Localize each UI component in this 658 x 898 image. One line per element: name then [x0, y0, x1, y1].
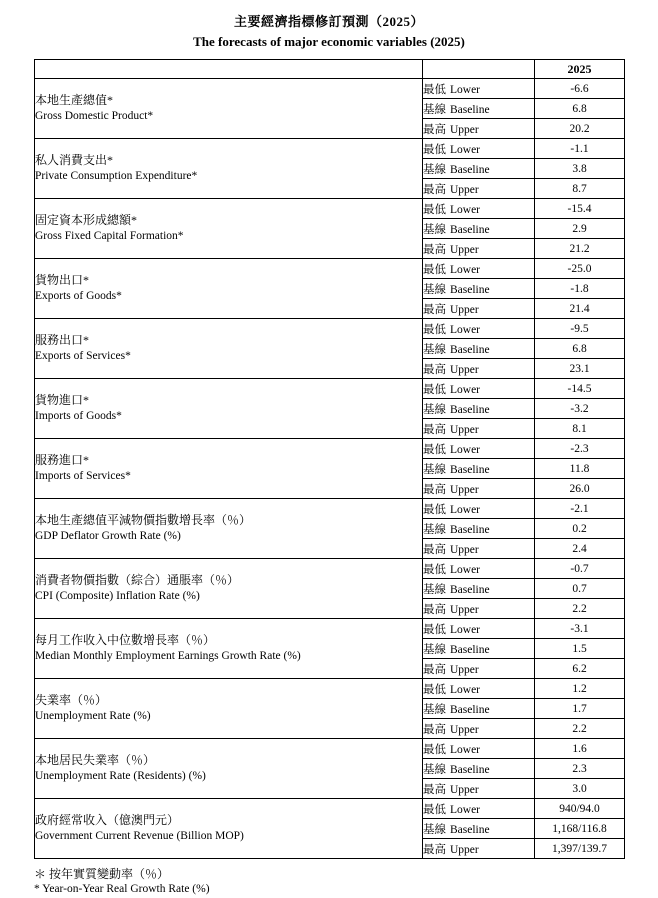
table-row [35, 139, 625, 159]
value-cell: 11.8 [535, 459, 625, 479]
scenario-label-chinese: 基線 [423, 643, 446, 656]
scenario-label-english: Upper [450, 603, 479, 616]
indicator-label-chinese: 服務出口* [35, 333, 90, 348]
value-cell: 6.8 [535, 339, 625, 359]
scenario-cell [423, 119, 535, 139]
value-cell: 8.7 [535, 179, 625, 199]
scenario-label-english: Baseline [450, 523, 490, 536]
scenario-cell [423, 779, 535, 799]
scenario-cell [423, 739, 535, 759]
scenario-label-chinese: 最高 [423, 723, 446, 736]
scenario-label-chinese: 最高 [423, 303, 446, 316]
indicator-label-chinese: 貨物出口* [35, 273, 90, 288]
scenario-label-english: Upper [450, 423, 479, 436]
indicator-label-english: Government Current Revenue (Billion MOP) [35, 829, 244, 842]
table-body [35, 79, 625, 859]
scenario-label-english: Baseline [450, 643, 490, 656]
forecast-table [34, 59, 625, 859]
indicator-label-english: Exports of Goods* [35, 289, 122, 302]
scenario-cell [423, 539, 535, 559]
scenario-cell [423, 299, 535, 319]
scenario-cell [423, 319, 535, 339]
indicator-label-english: Private Consumption Expenditure* [35, 169, 198, 182]
value-cell: -3.1 [535, 619, 625, 639]
scenario-label-english: Baseline [450, 103, 490, 116]
indicator-label-chinese: 失業率（％） [35, 693, 108, 708]
scenario-label-chinese: 基線 [423, 523, 446, 536]
scenario-label-english: Upper [450, 363, 479, 376]
value-cell: 21.4 [535, 299, 625, 319]
scenario-label-english: Baseline [450, 763, 490, 776]
table-row [35, 499, 625, 519]
indicator-label-cell [35, 379, 423, 439]
scenario-cell [423, 479, 535, 499]
scenario-cell [423, 99, 535, 119]
header-label-blank [35, 60, 423, 79]
scenario-cell [423, 139, 535, 159]
scenario-label-english: Upper [450, 483, 479, 496]
scenario-label-english: Baseline [450, 583, 490, 596]
table-row [35, 379, 625, 399]
value-cell: 1.2 [535, 679, 625, 699]
scenario-label-chinese: 最高 [423, 843, 446, 856]
scenario-label-english: Baseline [450, 163, 490, 176]
indicator-label-chinese: 本地生產總值* [35, 93, 114, 108]
scenario-cell [423, 399, 535, 419]
scenario-label-english: Lower [450, 563, 481, 576]
scenario-label-chinese: 最低 [423, 83, 446, 96]
scenario-cell [423, 719, 535, 739]
value-cell: -9.5 [535, 319, 625, 339]
value-cell: 2.2 [535, 599, 625, 619]
header-scenario-blank [423, 60, 535, 79]
document-title [34, 12, 624, 51]
indicator-label-english: GDP Deflator Growth Rate (%) [35, 529, 181, 542]
indicator-label-chinese: 每月工作收入中位數增長率（％） [35, 633, 216, 648]
scenario-cell [423, 79, 535, 99]
indicator-label-cell [35, 499, 423, 559]
scenario-label-english: Lower [450, 383, 481, 396]
scenario-label-english: Baseline [450, 283, 490, 296]
indicator-label-english: Median Monthly Employment Earnings Growth Rate (%) [35, 649, 301, 662]
value-cell: 2.4 [535, 539, 625, 559]
indicator-label-cell [35, 559, 423, 619]
scenario-label-chinese: 基線 [423, 223, 446, 236]
scenario-label-chinese: 基線 [423, 763, 446, 776]
indicator-label-cell [35, 199, 423, 259]
scenario-label-chinese: 最低 [423, 143, 446, 156]
value-cell: 1,397/139.7 [535, 839, 625, 859]
scenario-label-english: Lower [450, 203, 481, 216]
indicator-label-chinese: 本地生產總值平減物價指數增長率（％） [35, 513, 252, 528]
value-cell: 6.2 [535, 659, 625, 679]
scenario-label-english: Lower [450, 683, 481, 696]
footnote-english: * Year-on-Year Real Growth Rate (%) [34, 883, 210, 896]
scenario-cell [423, 559, 535, 579]
scenario-label-english: Lower [450, 803, 481, 816]
scenario-label-english: Baseline [450, 703, 490, 716]
indicator-label-english: Gross Domestic Product* [35, 109, 154, 122]
indicator-label-english: Unemployment Rate (Residents) (%) [35, 769, 206, 782]
table-row [35, 799, 625, 819]
table-row [35, 559, 625, 579]
indicator-label-english: CPI (Composite) Inflation Rate (%) [35, 589, 200, 602]
scenario-label-english: Lower [450, 443, 481, 456]
scenario-label-english: Lower [450, 263, 481, 276]
value-cell: -2.1 [535, 499, 625, 519]
indicator-label-chinese: 本地居民失業率（％） [35, 753, 156, 768]
scenario-label-chinese: 最高 [423, 123, 446, 136]
value-cell: 21.2 [535, 239, 625, 259]
value-cell: 1.6 [535, 739, 625, 759]
value-cell: 26.0 [535, 479, 625, 499]
scenario-label-chinese: 最高 [423, 483, 446, 496]
scenario-label-english: Lower [450, 83, 481, 96]
scenario-cell [423, 799, 535, 819]
value-cell: -14.5 [535, 379, 625, 399]
scenario-cell [423, 639, 535, 659]
scenario-label-english: Baseline [450, 823, 490, 836]
table-row [35, 679, 625, 699]
scenario-label-english: Baseline [450, 223, 490, 236]
scenario-label-english: Lower [450, 503, 481, 516]
indicator-label-cell [35, 619, 423, 679]
scenario-label-chinese: 最高 [423, 543, 446, 556]
scenario-cell [423, 599, 535, 619]
table-header [35, 60, 625, 79]
footnote [34, 866, 624, 898]
scenario-label-english: Baseline [450, 343, 490, 356]
footnote-chinese: ＊ 按年實質變動率（％） [34, 867, 170, 881]
scenario-cell [423, 519, 535, 539]
scenario-label-chinese: 基線 [423, 163, 446, 176]
scenario-label-chinese: 最低 [423, 503, 446, 516]
value-cell: -6.6 [535, 79, 625, 99]
value-cell: 1.7 [535, 699, 625, 719]
table-row [35, 259, 625, 279]
value-cell: -1.8 [535, 279, 625, 299]
scenario-label-chinese: 最高 [423, 243, 446, 256]
value-cell: -15.4 [535, 199, 625, 219]
scenario-label-chinese: 最低 [423, 743, 446, 756]
indicator-label-chinese: 固定資本形成總額* [35, 213, 138, 228]
scenario-cell [423, 419, 535, 439]
scenario-label-chinese: 最低 [423, 383, 446, 396]
scenario-label-chinese: 最低 [423, 623, 446, 636]
indicator-label-cell [35, 139, 423, 199]
indicator-label-english: Exports of Services* [35, 349, 131, 362]
scenario-label-chinese: 基線 [423, 583, 446, 596]
scenario-cell [423, 579, 535, 599]
table-row [35, 199, 625, 219]
value-cell: 20.2 [535, 119, 625, 139]
scenario-cell [423, 439, 535, 459]
scenario-cell [423, 759, 535, 779]
value-cell: -1.1 [535, 139, 625, 159]
scenario-cell [423, 379, 535, 399]
scenario-label-chinese: 基線 [423, 823, 446, 836]
value-cell: 2.3 [535, 759, 625, 779]
scenario-label-chinese: 最低 [423, 203, 446, 216]
scenario-cell [423, 699, 535, 719]
value-cell: -3.2 [535, 399, 625, 419]
title-english: The forecasts of major economic variables (2025) [193, 33, 465, 49]
scenario-cell [423, 179, 535, 199]
header-year: 2025 [535, 60, 625, 79]
scenario-label-english: Baseline [450, 463, 490, 476]
scenario-label-english: Upper [450, 303, 479, 316]
scenario-cell [423, 359, 535, 379]
scenario-label-english: Upper [450, 723, 479, 736]
indicator-label-cell [35, 259, 423, 319]
scenario-label-english: Baseline [450, 403, 490, 416]
scenario-label-chinese: 最低 [423, 323, 446, 336]
value-cell: 0.7 [535, 579, 625, 599]
scenario-label-english: Upper [450, 243, 479, 256]
scenario-label-chinese: 最低 [423, 563, 446, 576]
scenario-label-chinese: 最低 [423, 263, 446, 276]
value-cell: 2.2 [535, 719, 625, 739]
value-cell: -25.0 [535, 259, 625, 279]
value-cell: -0.7 [535, 559, 625, 579]
scenario-cell [423, 339, 535, 359]
scenario-cell [423, 499, 535, 519]
scenario-cell [423, 199, 535, 219]
indicator-label-cell [35, 439, 423, 499]
scenario-label-chinese: 基線 [423, 283, 446, 296]
scenario-label-chinese: 最高 [423, 363, 446, 376]
scenario-cell [423, 279, 535, 299]
indicator-label-chinese: 消費者物價指數（綜合）通脹率（％） [35, 573, 240, 588]
indicator-label-chinese: 私人消費支出* [35, 153, 114, 168]
scenario-label-english: Lower [450, 323, 481, 336]
scenario-label-english: Upper [450, 123, 479, 136]
title-chinese: 主要經濟指標修訂預測（2025） [233, 14, 424, 29]
scenario-label-english: Lower [450, 743, 481, 756]
scenario-label-english: Upper [450, 183, 479, 196]
scenario-cell [423, 239, 535, 259]
indicator-label-cell [35, 799, 423, 859]
scenario-cell [423, 219, 535, 239]
table-row [35, 619, 625, 639]
value-cell: 23.1 [535, 359, 625, 379]
scenario-cell [423, 659, 535, 679]
table-row [35, 79, 625, 99]
scenario-label-chinese: 最高 [423, 183, 446, 196]
scenario-label-chinese: 最高 [423, 423, 446, 436]
scenario-cell [423, 839, 535, 859]
indicator-label-cell [35, 79, 423, 139]
indicator-label-cell [35, 739, 423, 799]
indicator-label-english: Imports of Services* [35, 469, 131, 482]
value-cell: 2.9 [535, 219, 625, 239]
scenario-label-english: Upper [450, 663, 479, 676]
indicator-label-chinese: 服務進口* [35, 453, 90, 468]
scenario-label-chinese: 最低 [423, 443, 446, 456]
value-cell: -2.3 [535, 439, 625, 459]
scenario-cell [423, 459, 535, 479]
indicator-label-chinese: 貨物進口* [35, 393, 90, 408]
scenario-label-chinese: 最高 [423, 663, 446, 676]
scenario-label-english: Lower [450, 143, 481, 156]
scenario-label-chinese: 最高 [423, 783, 446, 796]
scenario-cell [423, 159, 535, 179]
indicator-label-english: Imports of Goods* [35, 409, 122, 422]
indicator-label-english: Unemployment Rate (%) [35, 709, 151, 722]
value-cell: 3.8 [535, 159, 625, 179]
indicator-label-english: Gross Fixed Capital Formation* [35, 229, 184, 242]
scenario-cell [423, 679, 535, 699]
value-cell: 1.5 [535, 639, 625, 659]
scenario-label-english: Upper [450, 843, 479, 856]
value-cell: 6.8 [535, 99, 625, 119]
value-cell: 1,168/116.8 [535, 819, 625, 839]
scenario-label-chinese: 最低 [423, 683, 446, 696]
value-cell: 0.2 [535, 519, 625, 539]
indicator-label-chinese: 政府經常收入（億澳門元） [35, 813, 180, 828]
value-cell: 940/94.0 [535, 799, 625, 819]
scenario-label-chinese: 基線 [423, 103, 446, 116]
scenario-cell [423, 619, 535, 639]
scenario-cell [423, 819, 535, 839]
scenario-label-english: Upper [450, 543, 479, 556]
value-cell: 3.0 [535, 779, 625, 799]
scenario-label-chinese: 基線 [423, 463, 446, 476]
value-cell: 8.1 [535, 419, 625, 439]
scenario-label-chinese: 基線 [423, 403, 446, 416]
scenario-label-chinese: 最高 [423, 603, 446, 616]
scenario-label-english: Upper [450, 783, 479, 796]
scenario-label-chinese: 基線 [423, 343, 446, 356]
scenario-label-chinese: 最低 [423, 803, 446, 816]
indicator-label-cell [35, 679, 423, 739]
indicator-label-cell [35, 319, 423, 379]
table-row [35, 439, 625, 459]
scenario-cell [423, 259, 535, 279]
scenario-label-english: Lower [450, 623, 481, 636]
scenario-label-chinese: 基線 [423, 703, 446, 716]
table-row [35, 319, 625, 339]
table-row [35, 739, 625, 759]
